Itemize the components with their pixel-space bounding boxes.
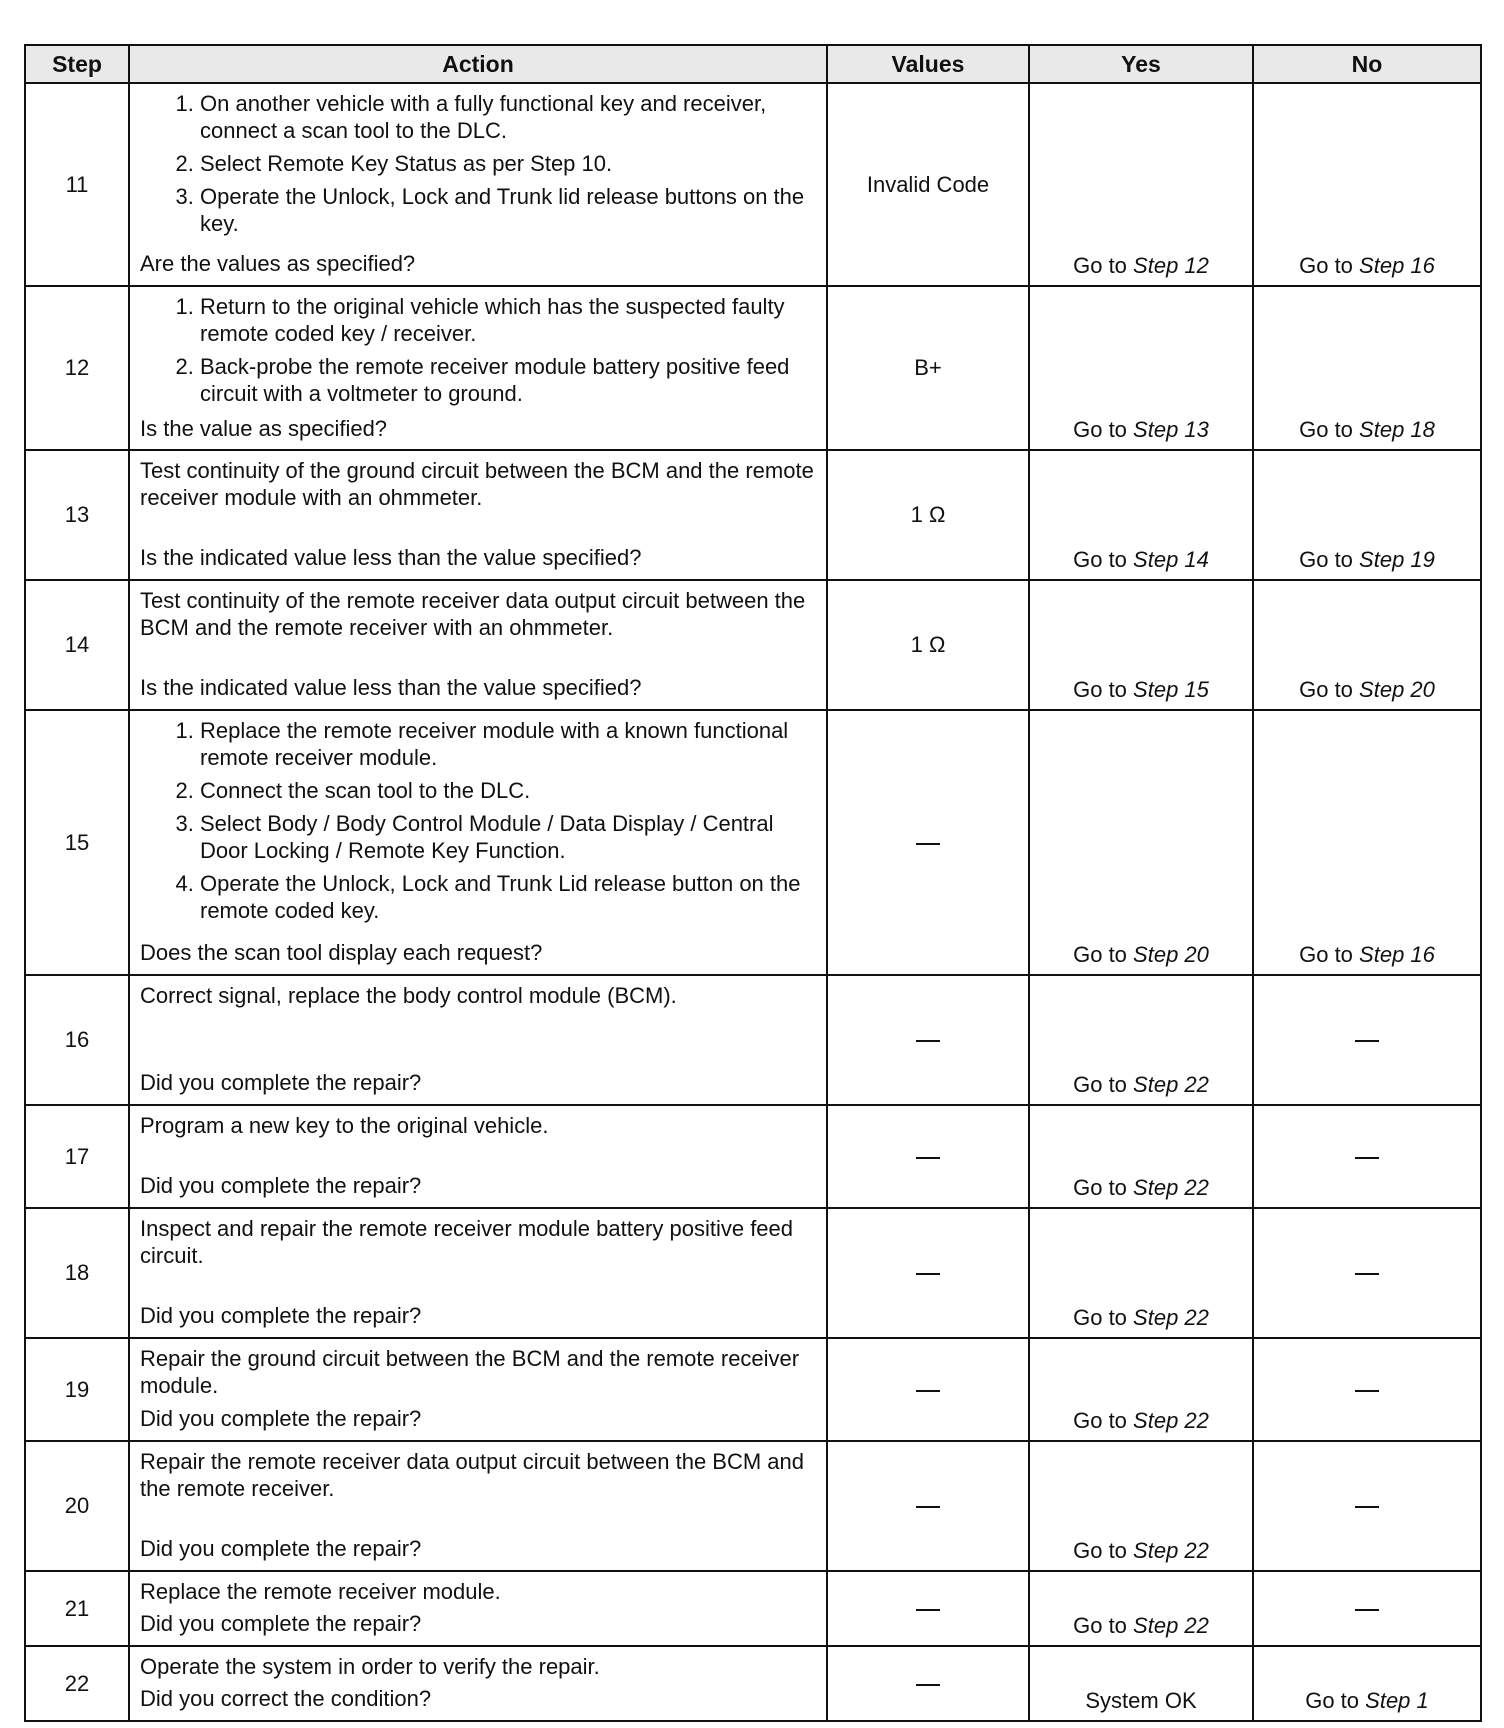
action-text: Correct signal, replace the body control module (BCM). bbox=[140, 983, 677, 1008]
action-cell bbox=[129, 1208, 827, 1338]
no-cell bbox=[1253, 1571, 1481, 1646]
no-cell bbox=[1253, 286, 1481, 450]
no-goto[interactable] bbox=[1254, 547, 1480, 579]
yes-cell bbox=[1029, 450, 1253, 580]
dash-mark bbox=[1355, 1506, 1379, 1508]
goto-step-ref[interactable]: Step 22 bbox=[1133, 1305, 1209, 1330]
header-row bbox=[25, 45, 1481, 83]
action-steps-list bbox=[140, 717, 816, 924]
action-cell bbox=[129, 1338, 827, 1441]
action-text: Repair the ground circuit between the BCM and the remote receiver module. bbox=[140, 1346, 800, 1398]
value-cell: 1 Ω bbox=[827, 580, 1029, 710]
value-cell bbox=[827, 975, 1029, 1105]
table-row bbox=[25, 975, 1481, 1105]
action-content bbox=[130, 1209, 826, 1335]
goto-prefix: Go to bbox=[1073, 253, 1127, 278]
step-number: 22 bbox=[25, 1646, 129, 1721]
action-step-item: 3. Select Body / Body Control Module / Data Display / Central Door Locking / Remote Key Function. bbox=[200, 810, 816, 864]
yes-goto[interactable] bbox=[1030, 1538, 1252, 1570]
action-steps-list bbox=[140, 293, 816, 407]
action-content bbox=[130, 1647, 826, 1718]
action-question: Is the indicated value less than the value specified? bbox=[140, 545, 642, 570]
action-cell bbox=[129, 710, 827, 975]
dash-mark bbox=[916, 1390, 940, 1392]
header-action: Action bbox=[129, 45, 827, 83]
no-cell bbox=[1253, 450, 1481, 580]
yes-goto[interactable] bbox=[1030, 942, 1252, 974]
action-text: Test continuity of the ground circuit between the BCM and the remote receiver module with an ohmmeter. bbox=[140, 458, 814, 510]
action-text: Repair the remote receiver data output circuit between the BCM and the remote receiver. bbox=[140, 1449, 805, 1501]
action-content bbox=[130, 451, 826, 577]
action-content bbox=[130, 976, 826, 1102]
action-body bbox=[140, 587, 816, 670]
goto-prefix: Go to bbox=[1073, 942, 1127, 967]
action-body bbox=[140, 1653, 816, 1681]
action-content bbox=[130, 1572, 826, 1643]
action-text: Operate the system in order to verify the repair. bbox=[140, 1654, 600, 1679]
yes-goto[interactable] bbox=[1030, 547, 1252, 579]
goto-step-ref[interactable]: Step 13 bbox=[1133, 417, 1209, 442]
table-row bbox=[25, 710, 1481, 975]
action-content bbox=[130, 1442, 826, 1568]
goto-step-ref[interactable]: Step 19 bbox=[1359, 547, 1435, 572]
yes-goto[interactable] bbox=[1030, 1305, 1252, 1337]
value-cell bbox=[827, 1571, 1029, 1646]
no-goto[interactable] bbox=[1254, 1688, 1480, 1720]
action-content bbox=[130, 1339, 826, 1438]
action-question: Did you complete the repair? bbox=[140, 1303, 422, 1328]
no-goto[interactable] bbox=[1254, 942, 1480, 974]
dash-mark bbox=[916, 1609, 940, 1611]
no-cell bbox=[1253, 1441, 1481, 1571]
no-goto[interactable] bbox=[1254, 253, 1480, 285]
action-steps-list bbox=[140, 90, 816, 237]
action-cell bbox=[129, 1571, 827, 1646]
action-question: Are the values as specified? bbox=[140, 251, 416, 276]
value-cell bbox=[827, 1441, 1029, 1571]
value-cell: B+ bbox=[827, 286, 1029, 450]
action-cell bbox=[129, 1441, 827, 1571]
dash-mark bbox=[916, 1506, 940, 1508]
action-step-item: 3. Operate the Unlock, Lock and Trunk lid release buttons on the key. bbox=[200, 183, 816, 237]
goto-step-ref[interactable]: Step 18 bbox=[1359, 417, 1435, 442]
action-content bbox=[130, 711, 826, 972]
yes-goto[interactable] bbox=[1030, 1175, 1252, 1207]
header-values: Values bbox=[827, 45, 1029, 83]
action-cell bbox=[129, 975, 827, 1105]
table-body bbox=[25, 83, 1481, 1721]
dash-mark bbox=[916, 1157, 940, 1159]
action-step-item: 2. Back-probe the remote receiver module battery positive feed circuit with a voltmeter to ground. bbox=[200, 353, 816, 407]
action-body bbox=[140, 90, 816, 246]
action-step-item: 2. Select Remote Key Status as per Step 10. bbox=[200, 150, 816, 177]
table-row bbox=[25, 83, 1481, 286]
dash-mark bbox=[1355, 1609, 1379, 1611]
yes-cell bbox=[1029, 1441, 1253, 1571]
dash-mark bbox=[1355, 1157, 1379, 1159]
step-number: 17 bbox=[25, 1105, 129, 1208]
dash-mark bbox=[1355, 1040, 1379, 1042]
step-number: 15 bbox=[25, 710, 129, 975]
step-number: 12 bbox=[25, 286, 129, 450]
yes-cell bbox=[1029, 1338, 1253, 1441]
value-cell: 1 Ω bbox=[827, 450, 1029, 580]
goto-prefix: Go to bbox=[1299, 942, 1353, 967]
header-step: Step bbox=[25, 45, 129, 83]
action-body bbox=[140, 982, 816, 1065]
yes-cell bbox=[1029, 1105, 1253, 1208]
no-cell bbox=[1253, 710, 1481, 975]
yes-goto[interactable] bbox=[1030, 677, 1252, 709]
action-cell bbox=[129, 83, 827, 286]
yes-result: System OK bbox=[1085, 1688, 1197, 1713]
no-cell bbox=[1253, 1208, 1481, 1338]
goto-step-ref[interactable]: Step 14 bbox=[1133, 547, 1209, 572]
goto-step-ref[interactable]: Step 16 bbox=[1359, 942, 1435, 967]
goto-prefix: Go to bbox=[1305, 1688, 1360, 1713]
action-cell bbox=[129, 286, 827, 450]
action-step-item: 1. Replace the remote receiver module with a known functional remote receiver module. bbox=[200, 717, 816, 771]
yes-goto[interactable] bbox=[1030, 1408, 1252, 1440]
goto-prefix: Go to bbox=[1073, 1613, 1127, 1638]
action-cell bbox=[129, 1646, 827, 1721]
yes-cell bbox=[1029, 1208, 1253, 1338]
goto-prefix: Go to bbox=[1073, 1305, 1127, 1330]
action-question: Did you correct the condition? bbox=[140, 1686, 432, 1711]
table-row bbox=[25, 1338, 1481, 1441]
value-cell bbox=[827, 1338, 1029, 1441]
yes-goto[interactable] bbox=[1030, 1613, 1252, 1645]
action-content bbox=[130, 581, 826, 707]
action-question: Did you complete the repair? bbox=[140, 1070, 422, 1095]
goto-prefix: Go to bbox=[1073, 1072, 1127, 1097]
goto-step-ref[interactable]: Step 16 bbox=[1359, 253, 1435, 278]
goto-step-ref[interactable]: Step 22 bbox=[1133, 1538, 1209, 1563]
no-cell bbox=[1253, 83, 1481, 286]
goto-step-ref[interactable]: Step 22 bbox=[1133, 1175, 1209, 1200]
goto-prefix: Go to bbox=[1073, 677, 1127, 702]
value-cell bbox=[827, 710, 1029, 975]
action-question: Does the scan tool display each request? bbox=[140, 940, 543, 965]
dash-mark bbox=[1355, 1273, 1379, 1275]
step-number: 11 bbox=[25, 83, 129, 286]
goto-step-ref[interactable]: Step 22 bbox=[1133, 1613, 1209, 1638]
dash-mark bbox=[916, 843, 940, 845]
value-cell bbox=[827, 1105, 1029, 1208]
goto-prefix: Go to bbox=[1299, 253, 1353, 278]
no-cell bbox=[1253, 975, 1481, 1105]
header-no: No bbox=[1253, 45, 1481, 83]
action-question: Did you complete the repair? bbox=[140, 1536, 422, 1561]
action-body bbox=[140, 1578, 816, 1606]
goto-step-ref[interactable]: Step 22 bbox=[1133, 1072, 1209, 1097]
no-cell bbox=[1253, 1646, 1481, 1721]
goto-prefix: Go to bbox=[1299, 547, 1353, 572]
no-cell bbox=[1253, 1105, 1481, 1208]
yes-cell bbox=[1029, 286, 1253, 450]
goto-prefix: Go to bbox=[1073, 417, 1127, 442]
action-question: Did you complete the repair? bbox=[140, 1611, 422, 1636]
step-number: 16 bbox=[25, 975, 129, 1105]
yes-cell bbox=[1029, 1646, 1253, 1721]
yes-cell bbox=[1029, 975, 1253, 1105]
goto-prefix: Go to bbox=[1073, 1408, 1127, 1433]
value-cell bbox=[827, 1208, 1029, 1338]
no-cell bbox=[1253, 1338, 1481, 1441]
dash-mark bbox=[916, 1684, 940, 1686]
action-content bbox=[130, 1106, 826, 1205]
no-goto[interactable] bbox=[1254, 417, 1480, 449]
table-row bbox=[25, 1105, 1481, 1208]
step-number: 19 bbox=[25, 1338, 129, 1441]
action-body bbox=[140, 1345, 816, 1401]
value-cell bbox=[827, 1646, 1029, 1721]
goto-prefix: Go to bbox=[1073, 1175, 1127, 1200]
step-number: 14 bbox=[25, 580, 129, 710]
yes-cell bbox=[1029, 83, 1253, 286]
action-cell bbox=[129, 1105, 827, 1208]
yes-cell bbox=[1029, 1571, 1253, 1646]
goto-prefix: Go to bbox=[1073, 547, 1127, 572]
table-row bbox=[25, 1441, 1481, 1571]
action-step-item: 2. Connect the scan tool to the DLC. bbox=[200, 777, 816, 804]
table-row bbox=[25, 1571, 1481, 1646]
goto-step-ref[interactable]: Step 20 bbox=[1133, 942, 1209, 967]
action-body bbox=[140, 293, 816, 411]
header-yes: Yes bbox=[1029, 45, 1253, 83]
table-row bbox=[25, 1208, 1481, 1338]
yes-goto[interactable] bbox=[1030, 1072, 1252, 1104]
action-question: Did you complete the repair? bbox=[140, 1173, 422, 1198]
goto-prefix: Go to bbox=[1073, 1538, 1127, 1563]
yes-goto[interactable] bbox=[1030, 253, 1252, 285]
action-text: Inspect and repair the remote receiver module battery positive feed circuit. bbox=[140, 1216, 794, 1268]
yes-goto[interactable] bbox=[1030, 417, 1252, 449]
no-cell bbox=[1253, 580, 1481, 710]
value-cell: Invalid Code bbox=[827, 83, 1029, 286]
action-text: Program a new key to the original vehicle. bbox=[140, 1113, 549, 1138]
action-cell bbox=[129, 580, 827, 710]
action-content bbox=[130, 84, 826, 283]
yes-cell bbox=[1029, 580, 1253, 710]
action-text: Test continuity of the remote receiver data output circuit between the BCM and the remote receiver with an ohmmeter. bbox=[140, 588, 806, 640]
action-step-item: 4. Operate the Unlock, Lock and Trunk Lid release button on the remote coded key. bbox=[200, 870, 816, 924]
goto-step-ref[interactable]: Step 12 bbox=[1133, 253, 1209, 278]
dash-mark bbox=[916, 1273, 940, 1275]
step-number: 20 bbox=[25, 1441, 129, 1571]
table-row bbox=[25, 286, 1481, 450]
action-body bbox=[140, 717, 816, 935]
step-number: 21 bbox=[25, 1571, 129, 1646]
goto-prefix: Go to bbox=[1299, 417, 1353, 442]
action-step-item: 1. On another vehicle with a fully functional key and receiver, connect a scan tool to the DLC. bbox=[200, 90, 816, 144]
action-question: Is the indicated value less than the value specified? bbox=[140, 675, 642, 700]
action-question: Did you complete the repair? bbox=[140, 1406, 422, 1431]
dash-mark bbox=[1355, 1390, 1379, 1392]
step-number: 18 bbox=[25, 1208, 129, 1338]
action-step-item: 1. Return to the original vehicle which has the suspected faulty remote coded key / receiver. bbox=[200, 293, 816, 347]
action-body bbox=[140, 1112, 816, 1168]
dash-mark bbox=[916, 1040, 940, 1042]
table-row bbox=[25, 450, 1481, 580]
goto-step-ref[interactable]: Step 22 bbox=[1133, 1408, 1209, 1433]
action-content bbox=[130, 287, 826, 448]
action-question: Is the value as specified? bbox=[140, 416, 388, 441]
goto-step-ref[interactable]: Step 15 bbox=[1133, 677, 1209, 702]
table-row bbox=[25, 580, 1481, 710]
no-goto[interactable] bbox=[1254, 677, 1480, 709]
step-number: 13 bbox=[25, 450, 129, 580]
table-row bbox=[25, 1646, 1481, 1721]
action-cell bbox=[129, 450, 827, 580]
action-body bbox=[140, 457, 816, 540]
action-body bbox=[140, 1215, 816, 1298]
goto-step-ref[interactable]: Step 1 bbox=[1365, 1688, 1429, 1713]
diagnostic-table bbox=[24, 44, 1482, 1722]
action-body bbox=[140, 1448, 816, 1531]
yes-cell bbox=[1029, 710, 1253, 975]
action-text: Replace the remote receiver module. bbox=[140, 1579, 501, 1604]
goto-prefix: Go to bbox=[1299, 677, 1353, 702]
goto-step-ref[interactable]: Step 20 bbox=[1359, 677, 1435, 702]
